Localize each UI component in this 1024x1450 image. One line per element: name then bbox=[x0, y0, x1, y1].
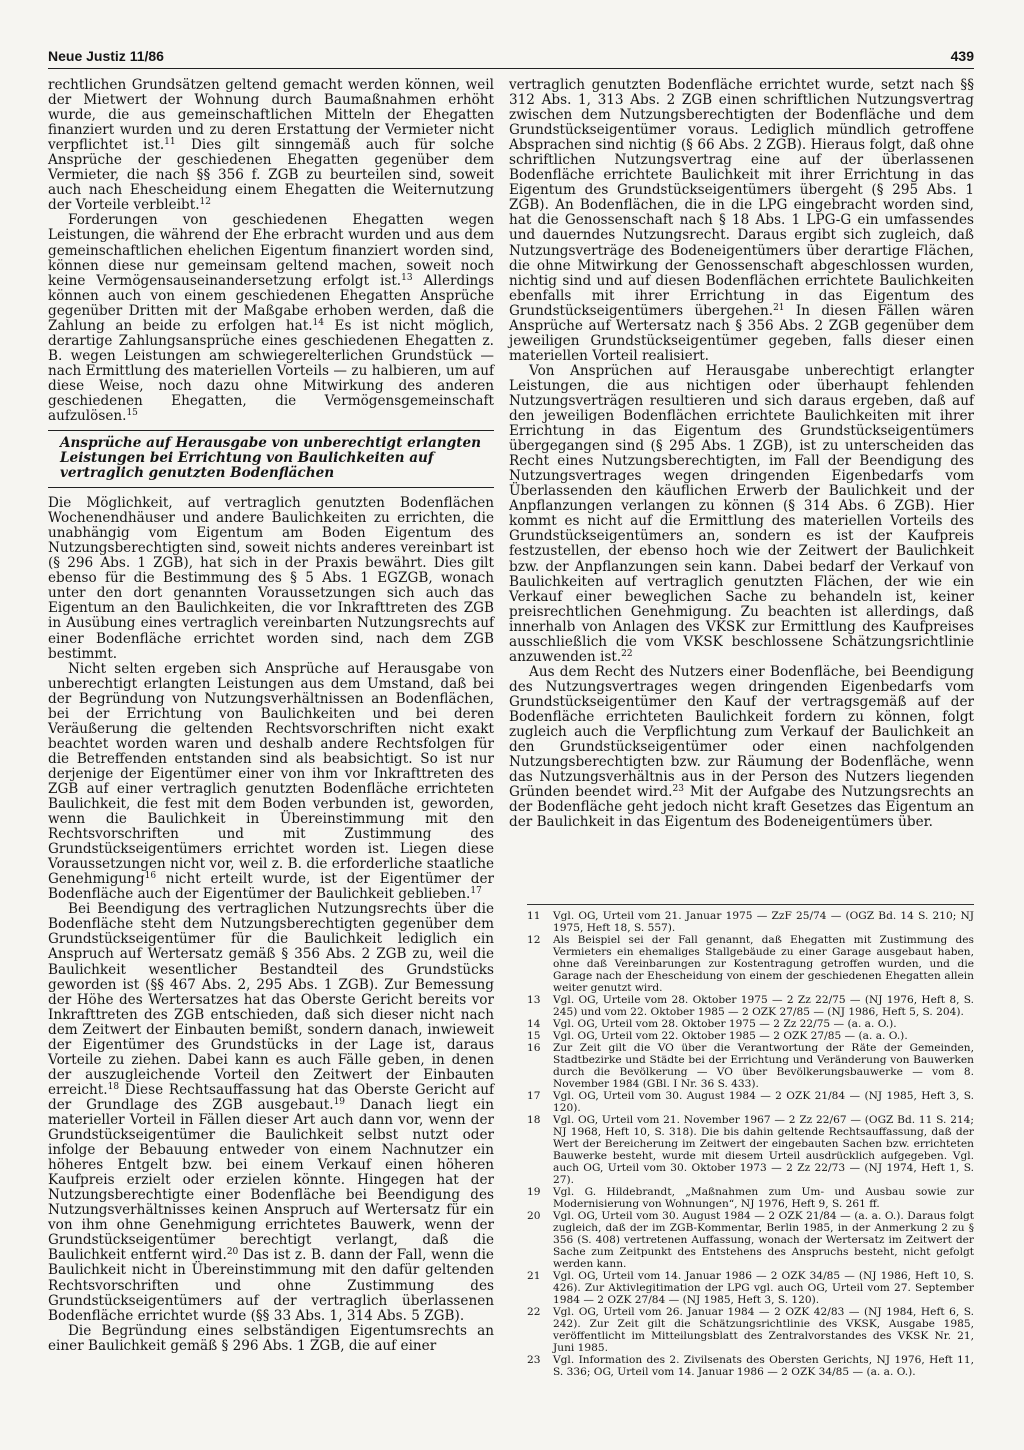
footnote bbox=[527, 1114, 974, 1186]
section-heading: Ansprüche auf Herausgabe von unberechtigt erlangten Leistungen bei Errichtung von Baulichkeiten auf vertraglich genutzten Bodenflächen bbox=[48, 430, 494, 488]
footnote-ref[interactable]: 20 bbox=[226, 1247, 239, 1258]
footnote-number: 12 bbox=[527, 934, 541, 946]
footnote-number: 13 bbox=[527, 994, 541, 1006]
footnote-ref[interactable]: 19 bbox=[333, 1096, 346, 1107]
paragraph: rechtlichen Grundsätzen geltend gemacht werden können, weil der Mietwert der Wohnung durch Baumaßnahmen erhöht wurde, die aus gemeinschaftlichen Mitteln der Ehegatten finanziert wurden und zu deren Erstattung der Vermieter nicht verpflichtet ist.$^{11}$ Dies gilt sinngemäß auch für solche Ansprüche der geschiedenen Ehegatten gegenüber dem Vermieter, die nach §§ 356 f. ZGB zu beurteilen sind, soweit auch nach Ehescheidung einem Ehegatten die Weiternutzung der Vorteile verbleibt.$^{12}$ bbox=[48, 77, 494, 214]
footnote-ref[interactable]: 16 bbox=[144, 871, 157, 882]
footnote-text: Vgl. G. Hildebrandt, „Maßnahmen zum Um- und Ausbau sowie zur Modernisierung von Wohnungen“, NJ 1976, Heft 9, S. 261 ff. bbox=[553, 1186, 974, 1210]
footnote bbox=[527, 1354, 974, 1378]
footnote bbox=[527, 1042, 974, 1090]
footnote bbox=[527, 1090, 974, 1114]
running-header bbox=[48, 46, 974, 69]
footnote-number: 19 bbox=[527, 1186, 541, 1198]
footnote-ref[interactable]: 14 bbox=[312, 317, 324, 328]
footnote bbox=[527, 1030, 974, 1042]
footnote-text: Vgl. OG, Urteil vom 21. Januar 1975 — ZzF 25/74 — (OGZ Bd. 14 S. 210; NJ 1975, Heft 18, S. 557). bbox=[553, 910, 974, 934]
paragraph: Nicht selten ergeben sich Ansprüche auf Herausgabe von unberechtigt erlangten Leistungen aus dem Umstand, daß bei der Begründung von Nutzungsverhältnissen an Bodenflächen, bei der Errichtung von Baulichkeiten und bei deren Veräußerung die geltenden Rechtsvorschriften nicht exakt beachtet worden waren und deshalb andere Rechtsfolgen für die Betreffenden entstanden sind als beabsichtigt. So ist nur derjenige der Eigentümer einer von ihm vor Inkrafttreten des ZGB auf einer vertraglich genutzten Bodenfläche errichteten Baulichkeit, die fest mit dem Boden verbunden ist, geworden, wenn die Baulichkeit in Übereinstimmung mit den Rechtsvorschriften und mit Zustimmung des Grundstückseigentümers errichtet worden ist. Liegen diese Voraussetzungen nicht vor, weil z. B. die erforderliche staatliche Genehmigung$^{16}$ nicht erteilt wurde, ist der Eigentümer der Bodenfläche auch der Eigentümer der Baulichkeit geblieben.$^{17}$ bbox=[48, 660, 494, 903]
right-column bbox=[509, 78, 974, 830]
footnote bbox=[527, 1306, 974, 1354]
footnote-ref[interactable]: 15 bbox=[126, 408, 138, 419]
footnote-text: Vgl. OG, Urteil vom 30. August 1984 — 2 OZK 21/84 — (NJ 1985, Heft 3, S. 120). bbox=[553, 1090, 974, 1114]
footnote-number: 18 bbox=[527, 1114, 541, 1126]
footnote-number: 21 bbox=[527, 1270, 541, 1282]
paragraph: Die Möglichkeit, auf vertraglich genutzten Bodenflächen Wochenendhäuser und andere Baulichkeiten zu errichten, die unabhängig vom Eigentum am Boden Eigentum des Nutzungsberechtigten sind, soweit nichts anderes vereinbart ist (§ 296 Abs. 1 ZGB), hat sich in der Praxis bewährt. Dies gilt ebenso für die Bestimmung des § 5 Abs. 1 EGZGB, wonach unter den dort genannten Voraussetzungen sich auch das Eigentum an den Baulichkeiten, die vor Inkrafttreten des ZGB in Ausübung eines vertraglich vereinbarten Nutzungsrechts auf einer Bodenfläche errichtet worden sind, nach dem ZGB bestimmt. bbox=[48, 495, 494, 662]
footnote bbox=[527, 1018, 974, 1030]
footnote-ref[interactable]: 12 bbox=[199, 197, 211, 208]
footnote-text: Zur Zeit gilt die VO über die Verantwortung der Räte der Gemeinden, Stadtbezirke und Städte bei der Errichtung und Veränderung von Bauwerken durch die Bevölkerung — VO über Bevölkerungsbauwerke — vom 8. November 1984 (GBl. I Nr. 36 S. 433). bbox=[553, 1042, 974, 1090]
footnote-text: Vgl. OG, Urteil vom 22. Oktober 1985 — 2 OZK 27/85 — (a. a. O.). bbox=[553, 1030, 908, 1042]
footnote-number: 11 bbox=[527, 910, 541, 922]
footnote bbox=[527, 1270, 974, 1306]
footnote-number: 15 bbox=[527, 1030, 541, 1042]
footnote-ref[interactable]: 11 bbox=[164, 137, 176, 148]
paragraph: vertraglich genutzten Bodenfläche errichtet wurde, setzt nach §§ 312 Abs. 1, 313 Abs. 2 ZGB einen schriftlichen Nutzungsvertrag zwischen dem Nutzungsberechtigten der Bodenfläche und dem Grundstückseigentümer voraus. Lediglich mündlich getroffene Absprachen sind nichtig (§ 66 Abs. 2 ZGB). Hieraus folgt, daß ohne schriftlichen Nutzungsvertrag eine auf der überlassenen Bodenfläche errichtete Baulichkeit mit ihrer Errichtung in das Eigentum des Grundstückseigentümers übergeht (§ 295 Abs. 1 ZGB). An Bodenflächen, die in die LPG eingebracht worden sind, hat die Genossenschaft nach § 18 Abs. 1 LPG-G ein umfassendes und dauerndes Nutzungsrecht. Daraus ergibt sich zugleich, daß Nutzungsverträge des Bodeneigentümers über derartige Flächen, die ohne Mitwirkung der Genossenschaft abgeschlossen wurden, nichtig sind und auf diesen Bodenflächen errichtete Baulichkeiten ebenfalls mit ihrer Errichtung in das Eigentum des Grundstückseigentümers übergehen.$^{21}$ In diesen Fällen wären Ansprüche auf Wertersatz nach § 356 Abs. 2 ZGB gegenüber dem jeweiligen Grundstückseigentümer gegeben, falls dieser einen materiellen Vorteil realisiert. bbox=[509, 77, 974, 364]
footnote bbox=[527, 994, 974, 1018]
footnote-ref[interactable]: 18 bbox=[107, 1081, 120, 1092]
footnote-text: Vgl. OG, Urteil vom 30. August 1984 — 2 OZK 21/84 — (a. a. O.). Daraus folgt zugleich, daß der im ZGB-Kommentar, Berlin 1985, in der Anmerkung 2 zu § 356 (S. 408) vertretenen Auffassung, wonach der Wertersatz im Zeitwert der Sache zum Zeitpunkt des Entstehens des Anspruchs besteht, nicht gefolgt werden kann. bbox=[553, 1210, 974, 1270]
footnote-ref[interactable]: 21 bbox=[773, 302, 785, 313]
page-number: 439 bbox=[950, 48, 974, 64]
footnote-text: Vgl. OG, Urteil vom 21. November 1967 — 2 Zz 22/67 — (OGZ Bd. 11 S. 214; NJ 1968, Heft 10, S. 318). Die bis dahin geltende Rechtsauffassung, daß der Wert der Bereicherung im Zeitwert der eingebauten Sachen bzw. errichteten Bauwerke besteht, wurde mit diesem Urteil ausdrücklich aufgegeben. Vgl. auch OG, Urteil vom 30. Oktober 1973 — 2 Zz 22/73 — (NJ 1974, Heft 1, S. 27). bbox=[553, 1114, 974, 1186]
footnote-number: 23 bbox=[527, 1354, 541, 1366]
footnote-number: 16 bbox=[527, 1042, 541, 1054]
footnote-ref[interactable]: 22 bbox=[621, 648, 633, 659]
footnote-ref[interactable]: 17 bbox=[470, 886, 482, 897]
footnote bbox=[527, 1210, 974, 1270]
footnote-number: 22 bbox=[527, 1306, 541, 1318]
footnote bbox=[527, 1186, 974, 1210]
footnote-ref[interactable]: 23 bbox=[672, 784, 684, 795]
paragraph: Bei Beendigung des vertraglichen Nutzungsrechts über die Bodenfläche steht dem Nutzungsberechtigten gegenüber dem Grundstückseigentümer für die Baulichkeit lediglich ein Anspruch auf Wertersatz gemäß § 356 Abs. 2 ZGB zu, weil die Baulichkeit wesentlicher Bestandteil des Grundstücks geworden ist (§§ 467 Abs. 2, 295 Abs. 1 ZGB). Zur Bemessung der Höhe des Wertersatzes hat das Oberste Gericht bereits vor Inkrafttreten des ZGB entschieden, daß sich dieser nicht nach dem Zeitwert der Einbauten bemißt, sondern danach, inwieweit der Eigentümer des Grundstücks in der Lage ist, daraus Vorteile zu ziehen. Dabei kann es auch Fälle geben, in denen der auszugleichende Vorteil den Zeitwert der Einbauten erreicht.$^{18}$ Diese Rechtsauffassung hat das Oberste Gericht auf der Grundlage des ZGB ausgebaut.$^{19}$ Danach liegt ein materieller Vorteil in Fällen dieser Art auch dann vor, wenn der Grundstückseigentümer die Baulichkeit selbst nutzt oder infolge der Bebauung entweder von einem Nachnutzer ein höheres Entgelt bzw. bei einem Verkauf einen höheren Kaufpreis erzielt oder erzielen könnte. Hingegen hat der Nutzungsberechtigte einer Bodenfläche bei Beendigung des Nutzungsverhältnisses keinen Anspruch auf Wertersatz für ein von ihm ohne Genehmigung errichtetes Bauwerk, wenn der Grundstückseigentümer berechtigt verlangt, daß die Baulichkeit entfernt wird.$^{20}$ Das ist z. B. dann der Fall, wenn die Baulichkeit nicht in Übereinstimmung mit den dafür geltenden Rechtsvorschriften und ohne Zustimmung des Grundstückseigentümers auf der vertraglich überlassenen Bodenfläche errichtet wurde (§§ 33 Abs. 1, 314 Abs. 5 ZGB). bbox=[48, 901, 494, 1324]
journal-issue: Neue Justiz 11/86 bbox=[48, 48, 164, 64]
footnote-ref[interactable]: 13 bbox=[401, 272, 413, 283]
footnote-number: 20 bbox=[527, 1210, 541, 1222]
footnotes bbox=[527, 904, 974, 1378]
footnote-text: Als Beispiel sei der Fall genannt, daß Ehegatten mit Zustimmung des Vermieters ein ehemaliges Stallgebäude zu einer Garage ausgebaut haben, ohne daß Vereinbarungen zur Kostentragung getroffen wurden, und die Garage nach der Ehescheidung von einem der geschiedenen Ehegatten allein weiter genutzt wird. bbox=[553, 934, 974, 994]
paragraph: Von Ansprüchen auf Herausgabe unberechtigt erlangter Leistungen, die aus nichtigen oder überhaupt fehlenden Nutzungsverträgen resultieren und sich daraus ergeben, daß auf den jeweiligen Bodenflächen errichtete Baulichkeiten mit ihrer Errichtung in das Eigentum des Grundstückseigentümers übergegangen sind (§ 295 Abs. 1 ZGB), ist zu unterscheiden das Recht eines Nutzungsberechtigten, im Fall der Beendigung des Nutzungsvertrages wegen dringenden Eigenbedarfs vom Überlassenden den käuflichen Erwerb der Baulichkeit und der Anpflanzungen verlangen zu können (§ 314 Abs. 6 ZGB). Hier kommt es nicht auf die Ermittlung des materiellen Vorteils des Grundstückseigentümers an, sondern es ist der Kaufpreis festzustellen, der ebenso hoch wie der Zeitwert der Baulichkeit bzw. der Anpflanzungen sein kann. Dabei bedarf der Verkauf von Baulichkeiten auf vertraglich genutzten Flächen, der wie ein Verkauf einer beweglichen Sache zu behandeln ist, keiner preisrechtlichen Genehmigung. Zu beachten ist allerdings, daß innerhalb von Anlagen des VKSK zur Ermittlung des Kaufpreises ausschließlich die vom VKSK beschlossene Schätzungsrichtlinie anzuwenden ist.$^{22}$ bbox=[509, 362, 974, 665]
footnote bbox=[527, 910, 974, 934]
paragraph: Die Begründung eines selbständigen Eigentumsrechts an einer Baulichkeit gemäß § 296 Abs. 1 ZGB, die auf einer bbox=[48, 1322, 494, 1354]
footnote bbox=[527, 934, 974, 994]
footnote-text: Vgl. Information des 2. Zivilsenats des Obersten Gerichts, NJ 1976, Heft 11, S. 336; OG, Urteil vom 14. Januar 1986 — 2 OZK 34/85 — (a. a. O.). bbox=[553, 1354, 974, 1378]
footnote-number: 14 bbox=[527, 1018, 541, 1030]
footnote-text: Vgl. OG, Urteil vom 28. Oktober 1975 — 2 Zz 22/75 — (a. a. O.). bbox=[553, 1018, 897, 1030]
paragraph: Forderungen von geschiedenen Ehegatten wegen Leistungen, die während der Ehe erbracht wurden und aus dem gemeinschaftlichen ehelichen Eigentum finanziert worden sind, können diese nur gemeinsam geltend machen, soweit noch keine Vermögensauseinandersetzung erfolgt ist.$^{13}$ Allerdings können auch von einem geschiedenen Ehegatten Ansprüche gegenüber Dritten mit der Maßgabe erhoben werden, daß die Zahlung an beide zu erfolgen hat.$^{14}$ Es ist nicht möglich, derartige Zahlungsansprüche eines geschiedenen Ehegatten z. B. wegen Leistungen am schwiegerelterlichen Grundstück — nach Ermittlung des materiellen Vorteils — zu halbieren, um auf diese Weise, noch dazu ohne Mitwirkung des anderen geschiedenen Ehegatten, die Vermögensgemeinschaft aufzulösen.$^{15}$ bbox=[48, 212, 494, 425]
left-column bbox=[48, 78, 494, 1354]
footnote-number: 17 bbox=[527, 1090, 541, 1102]
footnote-text: Vgl. OG, Urteil vom 26. Januar 1984 — 2 OZK 42/83 — (NJ 1984, Heft 6, S. 242). Zur Zeit gilt die Schätzungsrichtlinie des VKSK, Ausgabe 1985, veröffentlicht im Mitteilungsblatt des Zentralvorstandes des VKSK Nr. 21, Juni 1985. bbox=[553, 1306, 974, 1354]
footnote-text: Vgl. OG, Urteil vom 14. Januar 1986 — 2 OZK 34/85 — (NJ 1986, Heft 10, S. 426). Zur Aktivlegitimation der LPG vgl. auch OG, Urteil vom 27. September 1984 — 2 OZK 27/84 — (NJ 1985, Heft 3, S. 120). bbox=[553, 1270, 974, 1306]
footnote-text: Vgl. OG, Urteile vom 28. Oktober 1975 — 2 Zz 22/75 — (NJ 1976, Heft 8, S. 245) und vom 22. Oktober 1985 — 2 OZK 27/85 — (NJ 1986, Heft 5, S. 204). bbox=[553, 994, 974, 1018]
paragraph: Aus dem Recht des Nutzers einer Bodenfläche, bei Beendigung des Nutzungsvertrages wegen dringenden Eigenbedarfs vom Grundstückseigentümer den Kauf der vertragsgemäß auf der Bodenfläche errichteten Baulichkeit fordern zu können, folgt zugleich auch die Verpflichtung zum Verkauf der Baulichkeit an den Grundstückseigentümer oder einen nachfolgenden Nutzungsberechtigten bzw. zur Räumung der Bodenfläche, wenn das Nutzungsverhältnis aus in der Person des Nutzers liegenden Gründen beendet wird.$^{23}$ Mit der Aufgabe des Nutzungsrechts an der Bodenfläche geht jedoch nicht kraft Gesetzes das Eigentum an der Baulichkeit in das Eigentum des Bodeneigentümers über. bbox=[509, 663, 974, 831]
